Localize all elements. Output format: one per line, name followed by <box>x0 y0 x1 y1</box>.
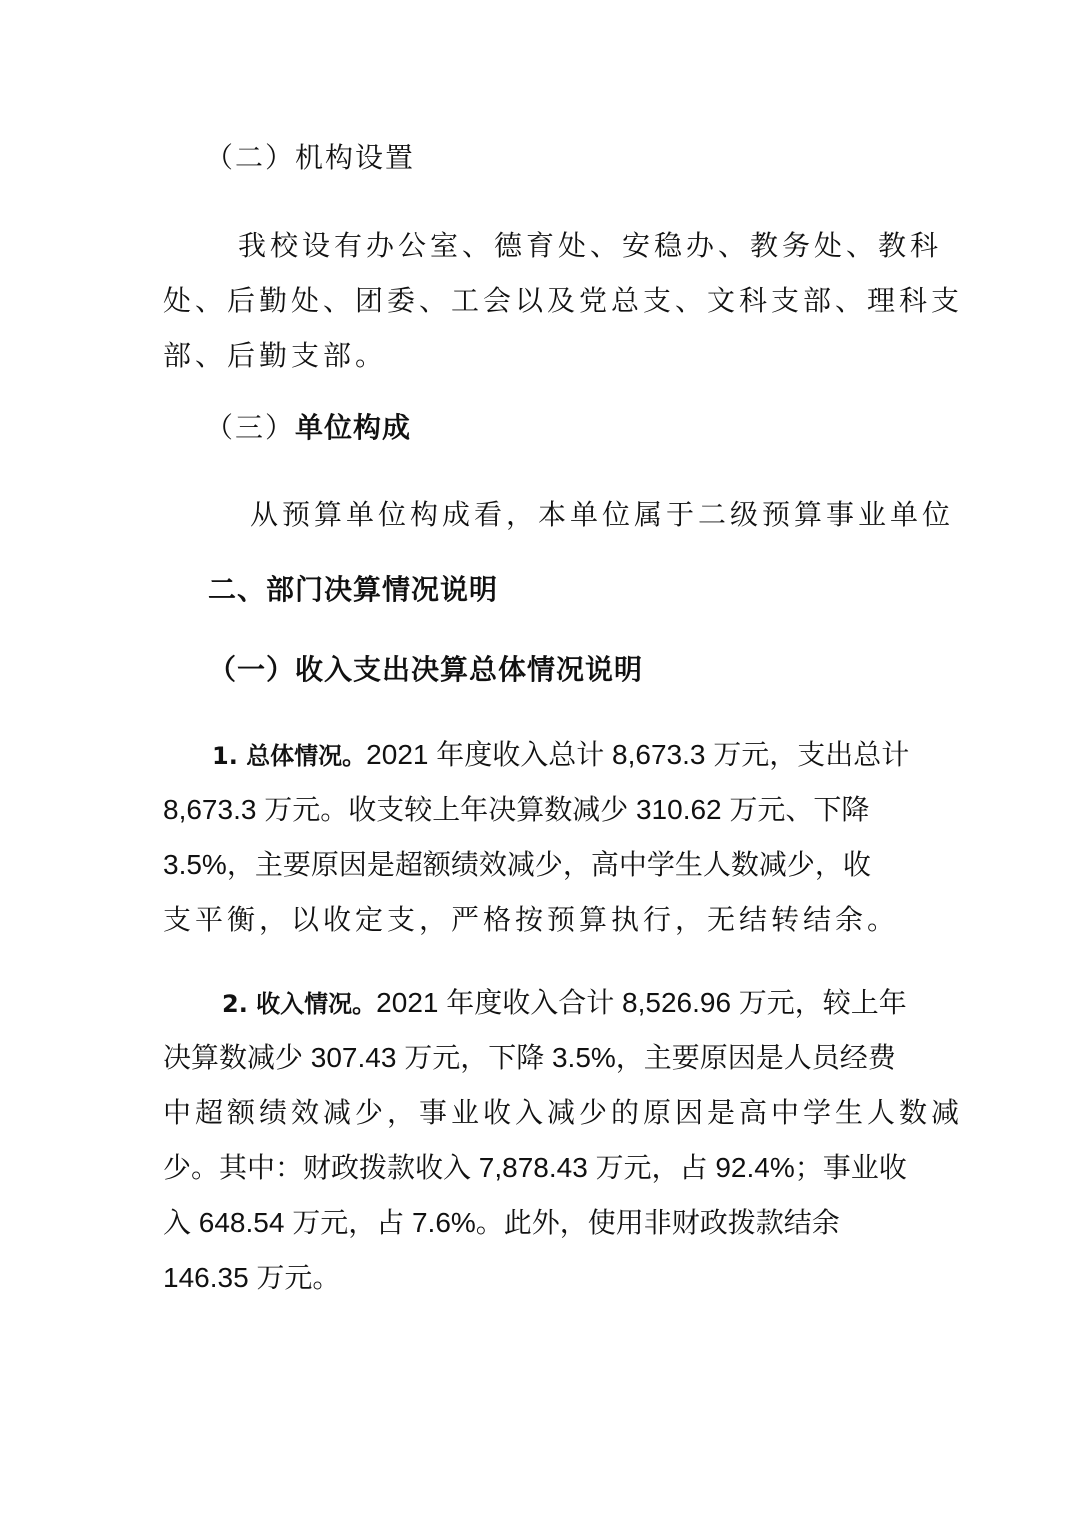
paragraph-line: 我校设有办公室、德育处、安稳办、教务处、教科 <box>238 229 943 262</box>
paragraph-line: 决算数减少 307.43 万元，下降 3.5%，主要原因是人员经费 <box>163 1042 896 1073</box>
paragraph-line: 146.35 万元。 <box>163 1262 341 1293</box>
item-text: 2021 年度收入合计 8,526.96 万元，较上年 <box>376 987 907 1018</box>
paragraph-line: 从预算单位构成看，本单位属于二级预算事业单位 <box>250 498 955 531</box>
section-heading-paren: （三） <box>205 411 296 444</box>
paragraph-line: 支平衡，以收定支，严格按预算执行，无结转结余。 <box>163 903 900 936</box>
section-heading-unit-composition <box>205 411 411 445</box>
paragraph-line: 8,673.3 万元。收支较上年决算数减少 310.62 万元、下降 <box>163 794 870 825</box>
paragraph-line <box>212 738 909 773</box>
item-text: 2021 年度收入总计 8,673.3 万元，支出总计 <box>366 739 910 770</box>
paragraph-line: 入 648.54 万元，占 7.6%。此外，使用非财政拨款结余 <box>163 1207 840 1238</box>
section-heading-text: 单位构成 <box>295 411 412 444</box>
section-heading-organization: （二）机构设置 <box>205 141 416 174</box>
paragraph-line: 3.5%，主要原因是超额绩效减少，高中学生人数减少，收 <box>163 849 871 880</box>
item-lead: 1. 总体情况。 <box>212 742 367 770</box>
part-heading-final-accounts: 二、部门决算情况说明 <box>208 573 499 606</box>
item-lead: 2. 收入情况。 <box>222 990 377 1018</box>
sub-heading-income-expense-overview: （一）收入支出决算总体情况说明 <box>208 653 644 686</box>
paragraph-line: 处、后勤处、团委、工会以及党总支、文科支部、理科支 <box>163 284 964 317</box>
paragraph-line: 少。其中：财政拨款收入 7,878.43 万元，占 92.4%；事业收 <box>163 1152 907 1183</box>
paragraph-line: 中超额绩效减少，事业收入减少的原因是高中学生人数减 <box>163 1096 964 1129</box>
paragraph-line <box>222 986 907 1021</box>
paragraph-line: 部、后勤支部。 <box>163 339 388 372</box>
